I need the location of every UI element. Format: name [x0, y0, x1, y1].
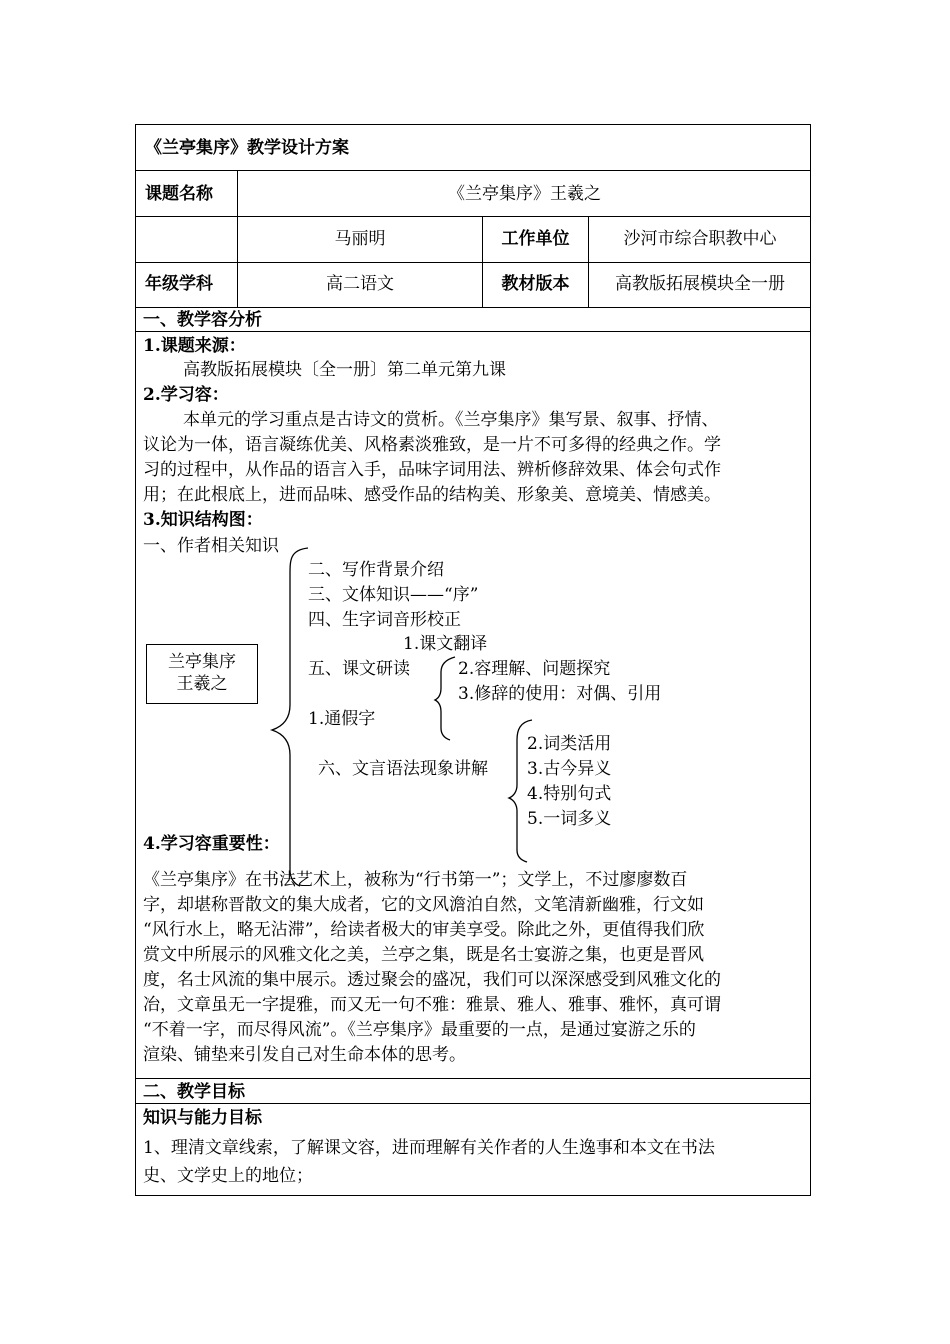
reading-brace: [435, 657, 455, 740]
importance-line: 度，名士风流的集中展示。透过聚会的盛况，我们可以深深感受到风雅文化的: [143, 970, 721, 990]
center-title: 兰亭集序: [168, 652, 236, 672]
source-text: 高教版拓展模块〔全一册〕第二单元第九课: [183, 360, 506, 380]
goal-line: 史、文学史上的地位；: [143, 1166, 313, 1186]
diagram-subitem: 4.特别句式: [527, 784, 612, 804]
source-heading: 1.课题来源：: [143, 336, 246, 356]
importance-line: 渲染、铺垫来引发自己对生命本体的思考。: [143, 1045, 466, 1065]
content-heading: 2.学习容：: [143, 385, 229, 405]
diagram-item: 五、课文研读: [308, 659, 410, 679]
content-line: 议论为一体，语言凝练优美、风格素淡雅致，是一片不可多得的经典之作。学: [143, 435, 721, 455]
grade-label: 年级学科: [145, 274, 213, 294]
diagram-subitem: 2.容理解、问题探究: [458, 659, 611, 679]
diagram-item: 四、生字词音形校正: [308, 610, 461, 630]
content-line: 习的过程中，从作品的语言入手，品味字词用法、辨析修辞效果、体会句式作: [143, 460, 721, 480]
center-author: 王羲之: [176, 674, 228, 694]
diagram-item: 一、作者相关知识: [143, 536, 279, 556]
importance-heading: 4.学习容重要性：: [143, 834, 280, 854]
center-box: [146, 644, 258, 704]
structure-heading: 3.知识结构图：: [143, 510, 263, 530]
diagram-subitem: 2.词类活用: [527, 734, 612, 754]
diagram-item: 二、写作背景介绍: [308, 560, 444, 580]
importance-line: 冶，文章虽无一字提雅，而又无一句不雅：雅景、雅人、雅事、雅怀，真可谓: [143, 995, 721, 1015]
diagram-subitem: 1.课文翻译: [403, 634, 488, 654]
importance-line: 赏文中所展示的风雅文化之美，兰亭之集，既是名士宴游之集，也更是晋风: [143, 945, 704, 965]
textbook-value: 高教版拓展模块全一册: [615, 274, 785, 294]
unit-value: 沙河市综合职教中心: [623, 229, 777, 249]
textbook-label: 教材版本: [501, 274, 570, 294]
page-title: 《兰亭集序》教学设计方案: [145, 138, 349, 158]
importance-line: 《兰亭集序》在书法艺术上，被称为“行书第一”；文学上，不过廖廖数百: [143, 870, 688, 890]
content-line: 本单元的学习重点是古诗文的赏析。《兰亭集序》集写景、叙事、抒情、: [183, 410, 719, 430]
diagram-subitem: 3.修辞的使用：对偶、引用: [458, 684, 662, 704]
topic-label: 课题名称: [145, 184, 213, 204]
diagram-subitem: 5.一词多义: [527, 809, 612, 829]
goals-subheading: 知识与能力目标: [143, 1108, 262, 1128]
section-heading: 一、教学容分析: [143, 310, 262, 330]
grade-value: 高二语文: [326, 274, 394, 294]
content-line: 用；在此根底上，进而品味、感受作品的结构美、形象美、意境美、情感美。: [143, 485, 721, 505]
importance-line: 字，却堪称晋散文的集大成者，它的文风澹泊自然，文笔清新幽雅，行文如: [143, 895, 704, 915]
section-heading: 二、教学目标: [143, 1082, 245, 1102]
importance-line: “风行水上，略无沾滞”，给读者极大的审美享受。除此之外，更值得我们欣: [143, 920, 705, 940]
importance-line: “不着一字，而尽得风流”。《兰亭集序》最重要的一点，是通过宴游之乐的: [143, 1020, 696, 1040]
diagram-item: 三、文体知识——“序”: [308, 585, 479, 605]
diagram-item: 六、文言语法现象讲解: [318, 759, 488, 779]
goal-line: 1、理清文章线索，了解课文容，进而理解有关作者的人生逸事和本文在书法: [143, 1138, 715, 1158]
diagram-subitem: 1.通假字: [308, 709, 376, 729]
unit-label: 工作单位: [501, 229, 570, 249]
diagram-subitem: 3.古今异义: [527, 759, 612, 779]
teacher-name: 马丽明: [334, 229, 386, 249]
topic-value: 《兰亭集序》王羲之: [448, 184, 601, 204]
